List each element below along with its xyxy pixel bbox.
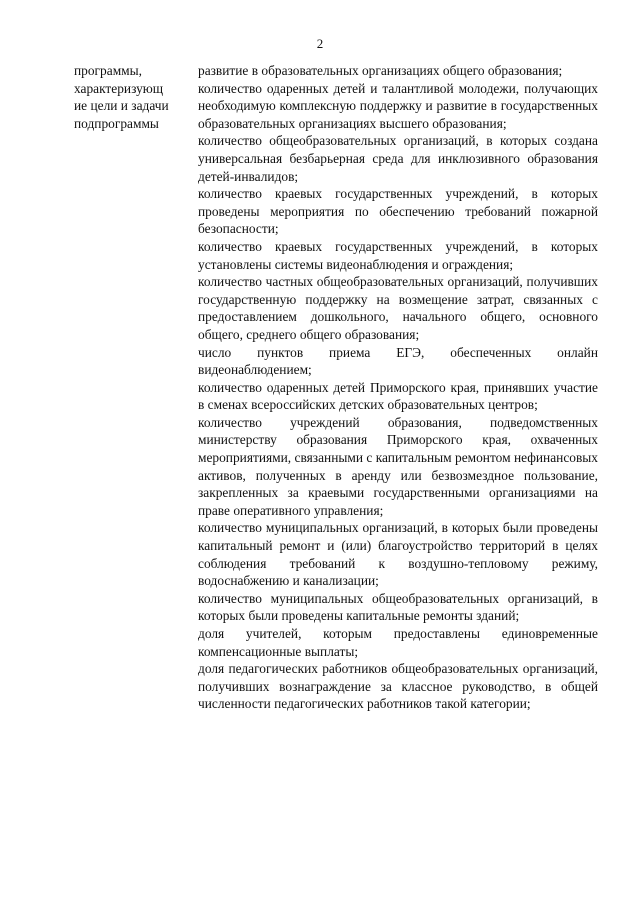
indicator-item: количество одаренных детей Приморского края, принявших участие в сменах всероссийских детских образовательных центров; [198, 379, 598, 413]
row-label [74, 62, 192, 132]
row-label-line: ие цели и задачи [74, 98, 169, 114]
indicator-list [198, 62, 598, 713]
indicator-item: доля учителей, которым предоставлены единовременные компенсационные выплаты; [198, 626, 598, 659]
indicator-item: количество одаренных детей и талантливой молодежи, получающих необходимую комплексную поддержку и развитие в государственных образовательных организациях высшего образования; [198, 80, 598, 131]
indicator-item: количество муниципальных организаций, в которых были проведены капитальный ремонт и (или) благоустройство территорий в целях соблюдения требований к воздушно-тепловому режиму, водоснабжению и канализации; [198, 520, 598, 589]
row-label-line: программы, [74, 63, 142, 78]
indicator-item: количество краевых государственных учреждений, в которых установлены системы видеонаблюдения и ограждения; [198, 238, 598, 272]
indicator-item: развитие в образовательных организациях общего образования; [198, 63, 563, 78]
row-label-line: подпрограммы [74, 115, 159, 131]
row-label-line: характеризующ [74, 80, 164, 96]
indicator-item: доля педагогических работников общеобразовательных организаций, получивших вознаграждение за классное руководство, в общей численности педагогических работников такой категории; [198, 661, 598, 712]
page-number: 2 [316, 36, 324, 51]
indicator-item: количество краевых государственных учреждений, в которых проведены мероприятия по обеспечению требований пожарной безопасности; [198, 186, 598, 237]
indicator-item: количество общеобразовательных организаций, в которых создана универсальная безбарьерная среда для инклюзивного образования детей-инвалидов; [198, 133, 598, 184]
indicator-item: количество муниципальных общеобразовательных организаций, в которых были проведены капитальные ремонты зданий; [198, 590, 598, 624]
indicator-item: число пунктов приема ЕГЭ, обеспеченных онлайн видеонаблюдением; [198, 344, 598, 378]
indicator-item: количество частных общеобразовательных организаций, получивших государственную поддержку на возмещение затрат, связанных с предоставлением дошкольного, начального общего, основного общего, среднего общего образования; [198, 274, 598, 342]
indicator-item: количество учреждений образования, подведомственных министерству образования Приморского края, охваченных мероприятиями, связанными с капитальным ремонтом нефинансовых активов, полученных в аренду или безвозмездное пользование, закрепленных за краевыми государственными организациями на праве оперативного управления; [198, 414, 598, 518]
